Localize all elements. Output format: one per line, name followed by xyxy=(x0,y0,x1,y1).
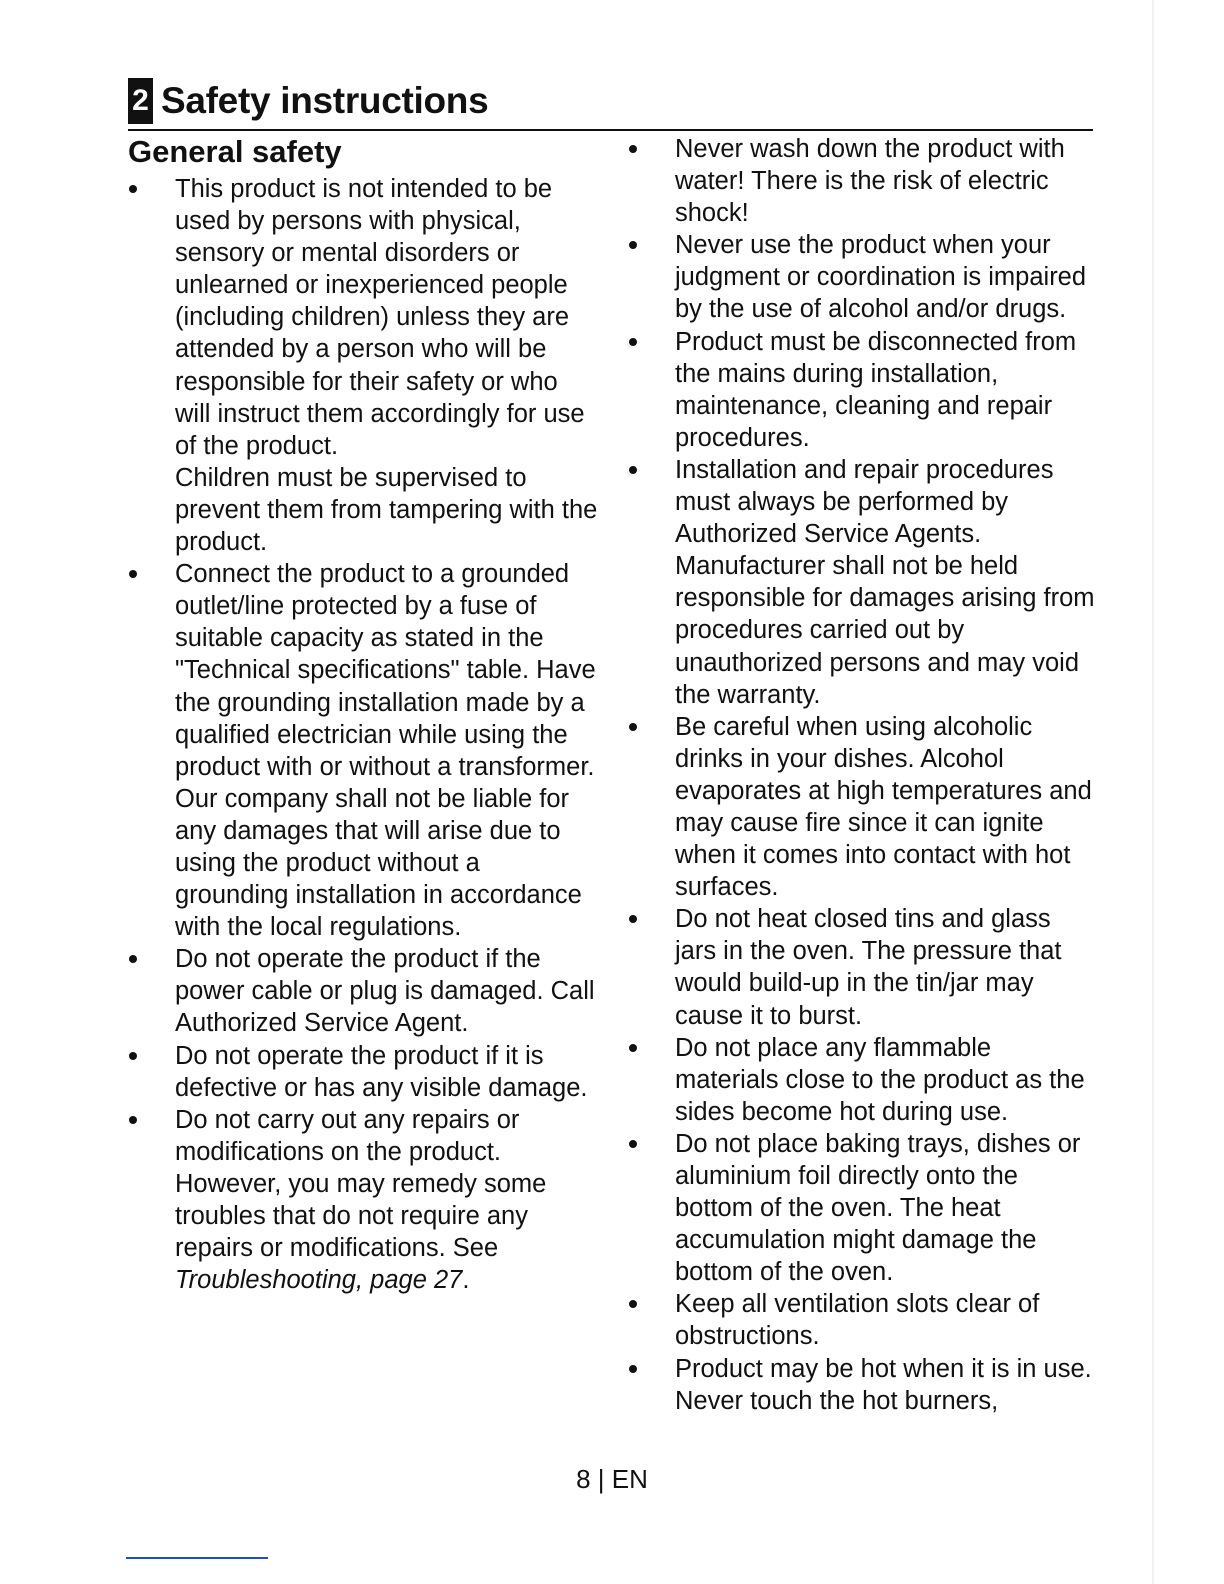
bullet-icon xyxy=(129,1116,137,1124)
safety-item xyxy=(128,173,600,558)
item-text: Product may be hot when it is in use. Never touch the hot burners, xyxy=(675,1354,1092,1415)
safety-item xyxy=(128,558,600,943)
header-divider xyxy=(128,129,1093,131)
safety-item xyxy=(628,454,1098,711)
safety-item xyxy=(128,1104,600,1297)
item-text: Do not operate the product if it is defective or has any visible damage. xyxy=(175,1041,588,1102)
left-column xyxy=(128,133,600,1296)
item-text: Never use the product when your judgment or coordination is impaired by the use of alcohol and/or drugs. xyxy=(675,231,1087,324)
bullet-icon xyxy=(629,241,637,249)
bullet-icon xyxy=(129,570,137,578)
bullet-icon xyxy=(629,723,637,731)
bullet-icon xyxy=(129,185,137,193)
item-text: Children must be supervised to prevent them from tampering with the product. xyxy=(175,463,598,557)
footer-accent-line xyxy=(126,1557,268,1559)
bullet-icon xyxy=(629,1044,637,1052)
cross-reference-link[interactable]: Troubleshooting, page 27 xyxy=(175,1266,463,1295)
item-text: This product is not intended to be used by persons with physical, sensory or mental disorders or unlearned or inexperienced people (including children) unless they are attended by a person who will be responsible for their safety or who will instruct them accordingly for use of the product. xyxy=(175,175,585,460)
chapter-number-badge: 2 xyxy=(128,78,153,124)
safety-item xyxy=(628,229,1098,325)
bullet-icon xyxy=(629,1140,637,1148)
item-text: Do not operate the product if the power cable or plug is damaged. Call Authorized Service Agent. xyxy=(175,945,595,1038)
right-column xyxy=(628,133,1098,1417)
bullet-icon xyxy=(629,1300,637,1308)
bullet-icon xyxy=(629,1365,637,1373)
bullet-icon xyxy=(629,145,637,153)
safety-item xyxy=(628,326,1098,454)
item-text: Connect the product to a grounded outlet/line protected by a fuse of suitable capacity as stated in the "Technical specifications" table. Have the grounding installation made by a qualified electrician while using the product with or without a transformer. Our company shall not be liable for any damages that will arise due to using the product without a grounding installation in accordance with the local regulations. xyxy=(175,560,596,942)
chapter-title: Safety instructions xyxy=(161,80,489,121)
bullet-icon xyxy=(629,338,637,346)
reference-punctuation: . xyxy=(462,1266,470,1295)
item-text: Be careful when using alcoholic drinks in your dishes. Alcohol evaporates at high temperatures and may cause fire since it can ignite when it comes into contact with hot surfaces. xyxy=(675,712,1092,902)
item-text: Do not heat closed tins and glass jars in the oven. The pressure that would build-up in the tin/jar may cause it to burst. xyxy=(675,905,1062,1030)
safety-item xyxy=(628,1128,1098,1288)
chapter-header xyxy=(128,78,488,124)
safety-item xyxy=(628,1032,1098,1128)
safety-item xyxy=(628,133,1098,229)
bullet-icon xyxy=(129,1052,137,1060)
item-text: Keep all ventilation slots clear of obstructions. xyxy=(675,1290,1040,1351)
item-text: Never wash down the product with water! There is the risk of electric shock! xyxy=(675,135,1065,228)
safety-item xyxy=(128,943,600,1039)
safety-item xyxy=(628,1353,1098,1417)
item-text: Product must be disconnected from the mains during installation, maintenance, cleaning and repair procedures. xyxy=(675,327,1077,452)
safety-item xyxy=(628,711,1098,904)
left-bullet-list xyxy=(128,173,600,1296)
item-text: Do not carry out any repairs or modifications on the product. However, you may remedy some troubles that do not require any repairs or modifications. See xyxy=(175,1105,547,1263)
item-text: Do not place baking trays, dishes or aluminium foil directly onto the bottom of the oven. The heat accumulation might damage the bottom of the oven. xyxy=(675,1129,1081,1287)
page-number: 8 | EN xyxy=(576,1464,648,1494)
item-text: Do not place any flammable materials close to the product as the sides become hot during use. xyxy=(675,1033,1085,1126)
bullet-icon xyxy=(129,955,137,963)
bullet-icon xyxy=(629,466,637,474)
right-bullet-list xyxy=(628,133,1098,1417)
safety-item xyxy=(628,903,1098,1031)
item-text: Installation and repair procedures must always be performed by Authorized Service Agents. Manufacturer shall not be held responsible for damages arising from procedures carried out by unauthorized persons and may void the warranty. xyxy=(675,455,1095,709)
safety-item xyxy=(628,1288,1098,1352)
page-edge xyxy=(1152,0,1154,1584)
bullet-icon xyxy=(629,915,637,923)
safety-item xyxy=(128,1040,600,1104)
section-title: General safety xyxy=(128,134,342,169)
